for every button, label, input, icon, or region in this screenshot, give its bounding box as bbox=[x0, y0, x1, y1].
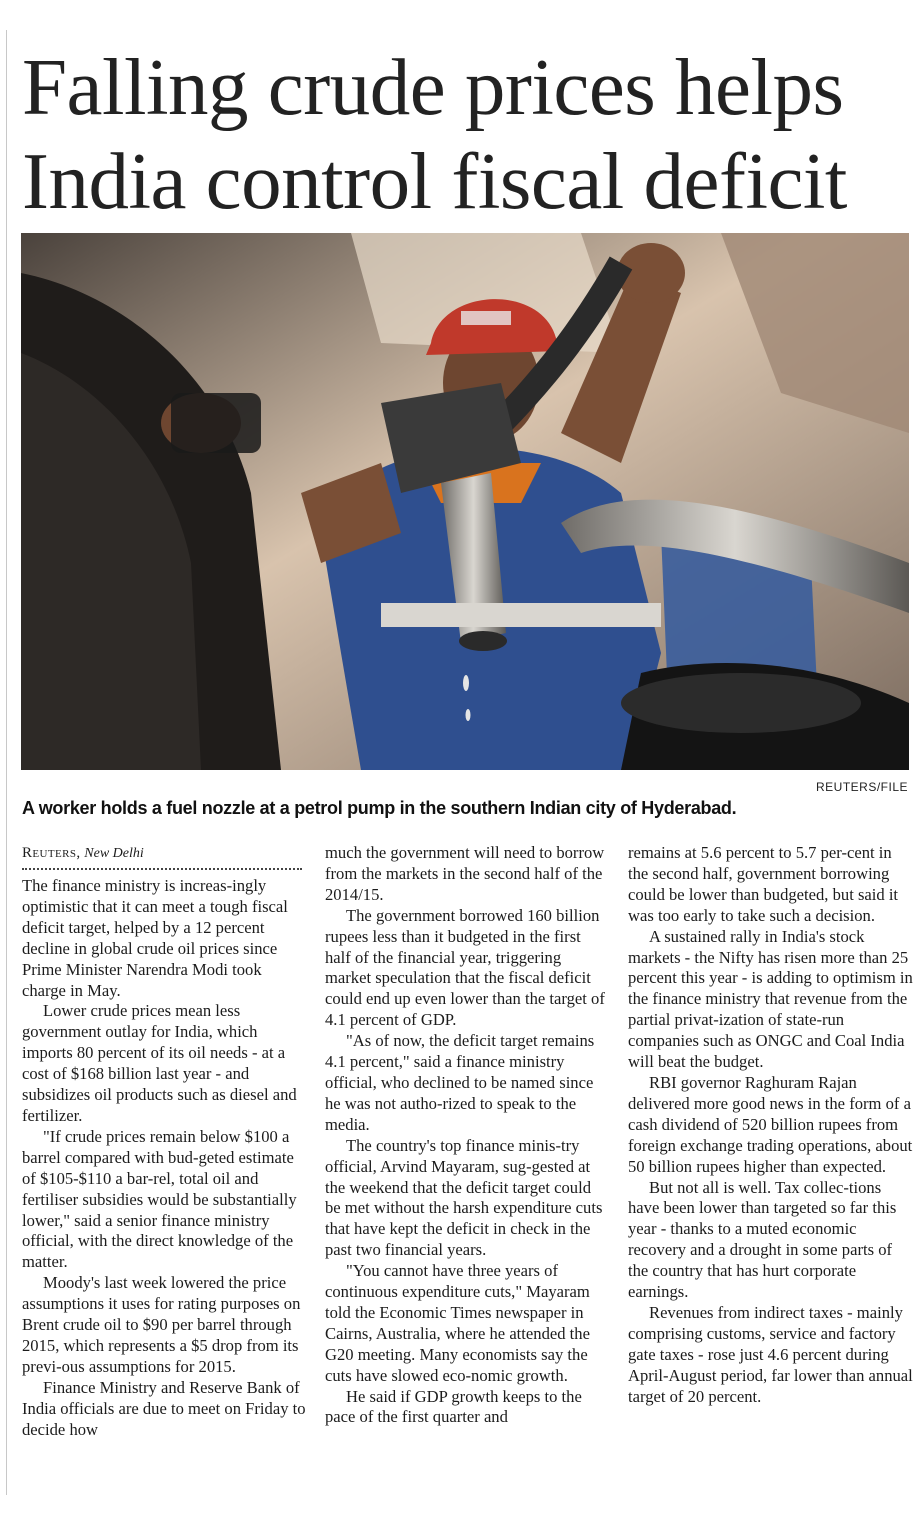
byline-agency: Reuters, bbox=[22, 845, 81, 861]
paragraph: "If crude prices remain below $100 a barrel compared with bud-geted estimate of $105-$110 a bar-rel, total oil and fertiliser subsidies would be substantially lower," said a senior finance ministry official, with the direct knowledge of the matter. bbox=[22, 1126, 297, 1272]
fuel-worker-photo-illustration bbox=[21, 233, 909, 770]
byline-location: New Delhi bbox=[84, 846, 144, 861]
paragraph: much the government will need to borrow from the markets in the second half of the 2014/15. bbox=[325, 843, 605, 904]
article-column-3 bbox=[628, 843, 913, 1407]
headline: Falling crude prices helps India control fiscal deficit bbox=[22, 42, 847, 226]
paragraph: He said if GDP growth keeps to the pace of the first quarter and bbox=[325, 1386, 582, 1427]
photo-credit: REUTERS/FILE bbox=[815, 780, 908, 794]
news-photo bbox=[21, 233, 909, 770]
byline bbox=[22, 843, 307, 864]
page-edge-rule bbox=[6, 30, 7, 1495]
paragraph: "As of now, the deficit target remains 4.1 percent," said a finance ministry official, who declined to be named since he was not autho-rized to speak to the media. bbox=[325, 1031, 595, 1134]
photo-caption: A worker holds a fuel nozzle at a petrol pump in the southern Indian city of Hyderabad. bbox=[22, 798, 737, 818]
paragraph: Lower crude prices mean less government outlay for India, which imports 80 percent of its oil needs - at a cost of $168 billion last year - and subsidizes oil products such as diesel and fertilizer. bbox=[22, 1001, 297, 1125]
paragraph: remains at 5.6 percent to 5.7 per-cent in the second half, government borrowing could be lower than budgeted, but said it was too early to take such a decision. bbox=[628, 843, 899, 925]
paragraph: RBI governor Raghuram Rajan delivered more good news in the form of a cash dividend of 520 billion rupees from foreign exchange trading operations, about 50 billion rupees higher than expected. bbox=[628, 1072, 913, 1176]
article-column-1 bbox=[22, 843, 307, 1440]
paragraph: Moody's last week lowered the price assumptions it uses for rating purposes on Brent crude oil to $90 per barrel through 2015, which represents a $5 drop from its previ-ous assumptions for 2015. bbox=[22, 1273, 301, 1376]
paragraph: A sustained rally in India's stock markets - the Nifty has risen more than 25 percent this year - is adding to optimism in the finance ministry that revenue from the partial privat-ization of state-run companies such as ONGC and Coal India will beat the budget. bbox=[628, 926, 913, 1072]
paragraph: The government borrowed 160 billion rupees less than it budgeted in the first half of the financial year, triggering market speculation that the fiscal deficit could end up even lower than the target of 4.1 percent of GDP. bbox=[325, 905, 605, 1030]
paragraph: The country's top finance minis-try official, Arvind Mayaram, sug-gested at the weekend that the deficit target could be met without the harsh expenditure cuts that have kept the deficit in check in the past two financial years. bbox=[325, 1135, 603, 1260]
paragraph: "You cannot have three years of continuous expenditure cuts," Mayaram told the Economic Times newspaper in Cairns, Australia, where he attended the G20 meeting. Many economists say the cuts have slowed eco-nomic growth. bbox=[325, 1261, 590, 1385]
paragraph: Revenues from indirect taxes - mainly comprising customs, service and factory gate taxes - rose just 4.6 percent during April-August period, far lower than annual target of 20 percent. bbox=[628, 1302, 913, 1406]
paragraph: The finance ministry is increas-ingly optimistic that it can meet a tough fiscal deficit target, helped by a 12 percent decline in global crude oil prices since Prime Minister Narendra Modi took charge in May. bbox=[22, 876, 288, 1000]
byline-divider bbox=[22, 868, 302, 870]
paragraph: Finance Ministry and Reserve Bank of India officials are due to meet on Friday to decide how bbox=[22, 1377, 306, 1439]
paragraph: But not all is well. Tax collec-tions have been lower than targeted so far this year - thanks to a muted economic recovery and a drought in some parts of the country that has hurt corporate earnings. bbox=[628, 1177, 897, 1302]
article-column-2 bbox=[325, 843, 610, 1428]
